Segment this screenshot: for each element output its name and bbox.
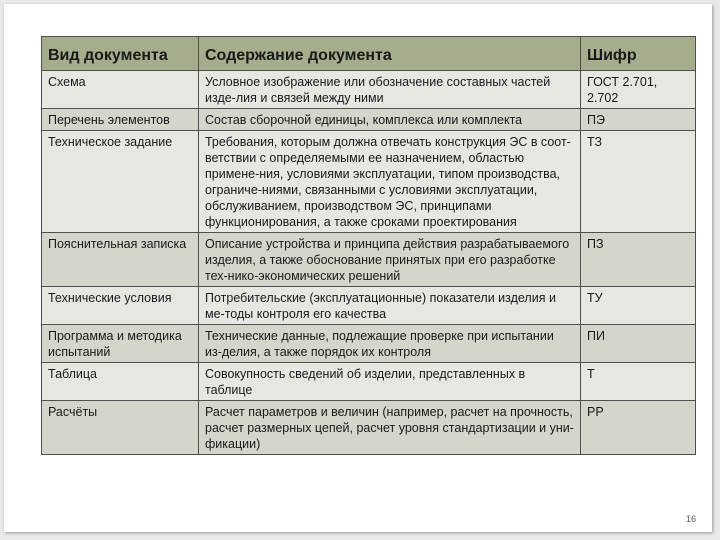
cell-type: Программа и методика испытаний bbox=[42, 325, 199, 363]
cell-content: Описание устройства и принципа действия разрабатываемого изделия, а также обоснование принятых при его разработке тех-нико-экономических решений bbox=[199, 233, 581, 287]
slide bbox=[4, 4, 712, 532]
table-row bbox=[42, 233, 696, 287]
cell-code: ПЗ bbox=[581, 233, 696, 287]
cell-content: Условное изображение или обозначение составных частей изде-лия и связей между ними bbox=[199, 71, 581, 109]
cell-type: Схема bbox=[42, 71, 199, 109]
table-row bbox=[42, 71, 696, 109]
cell-code: ПИ bbox=[581, 325, 696, 363]
cell-type: Техническое задание bbox=[42, 131, 199, 233]
cell-content: Совокупность сведений об изделии, представленных в таблице bbox=[199, 363, 581, 401]
cell-content: Состав сборочной единицы, комплекса или комплекта bbox=[199, 109, 581, 131]
cell-content: Расчет параметров и величин (например, расчет на прочность, расчет размерных цепей, расчет уровня стандартизации и уни-фикации) bbox=[199, 401, 581, 455]
table-row bbox=[42, 287, 696, 325]
header-document-type: Вид документа bbox=[42, 37, 199, 71]
cell-code: ГОСТ 2.701, 2.702 bbox=[581, 71, 696, 109]
cell-code: ПЭ bbox=[581, 109, 696, 131]
table-row bbox=[42, 401, 696, 455]
header-document-content: Содержание документа bbox=[199, 37, 581, 71]
table-row bbox=[42, 109, 696, 131]
table-header-row bbox=[42, 37, 696, 71]
cell-type: Технические условия bbox=[42, 287, 199, 325]
cell-content: Требования, которым должна отвечать конструкция ЭС в соот-ветствии с определяемыми ее назначением, областью примене-ния, условиями эксплуатации, типом производства, ограниче-ниями, связанными с условиями эксплуатации, обслуживанием, производством ЭС, принципами функционирования, а также сроками проектирования bbox=[199, 131, 581, 233]
cell-code: Т bbox=[581, 363, 696, 401]
cell-content: Технические данные, подлежащие проверке при испытании из-делия, а также порядок их контроля bbox=[199, 325, 581, 363]
table-row bbox=[42, 363, 696, 401]
header-code: Шифр bbox=[581, 37, 696, 71]
table-row bbox=[42, 131, 696, 233]
cell-type: Перечень элементов bbox=[42, 109, 199, 131]
cell-code: ТЗ bbox=[581, 131, 696, 233]
cell-type: Расчёты bbox=[42, 401, 199, 455]
cell-code: ТУ bbox=[581, 287, 696, 325]
cell-type: Пояснительная записка bbox=[42, 233, 199, 287]
table-row bbox=[42, 325, 696, 363]
cell-content: Потребительские (эксплуатационные) показатели изделия и ме-тоды контроля его качества bbox=[199, 287, 581, 325]
cell-code: РР bbox=[581, 401, 696, 455]
cell-type: Таблица bbox=[42, 363, 199, 401]
page-number: 16 bbox=[685, 514, 696, 524]
document-types-table bbox=[41, 36, 696, 455]
